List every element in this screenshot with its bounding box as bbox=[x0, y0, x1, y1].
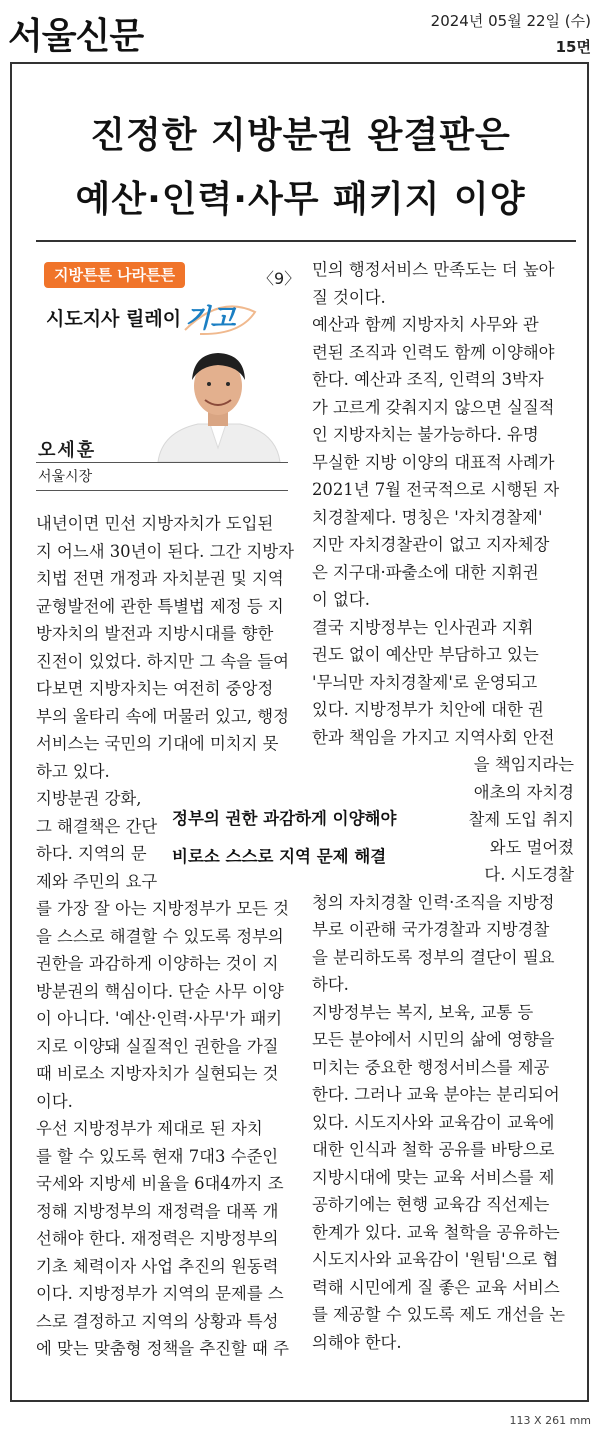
article-text-line: 시도지사와 교육감이 '원팀'으로 협 bbox=[312, 1250, 559, 1269]
series-badge: 지방튼튼 나라튼튼 bbox=[44, 262, 185, 288]
article-text-line: 다보면 지방자치는 여전히 중앙정 bbox=[36, 679, 274, 698]
article-text-line: 하다. 지역의 문 bbox=[36, 844, 147, 863]
article-text-line: 을 스스로 해결할 수 있도록 정부의 bbox=[36, 926, 284, 946]
article-text-line: 지방분권 강화, bbox=[36, 789, 142, 808]
article-text-line: 공하기에는 현행 교육감 직선제는 bbox=[312, 1195, 550, 1214]
headline bbox=[0, 104, 601, 232]
series-title-accent: 기고 bbox=[185, 304, 236, 334]
article-text-line: 결국 지방정부는 인사권과 지휘 bbox=[312, 617, 534, 637]
article-text-line: 미치는 중요한 행정서비스를 제공 bbox=[312, 1057, 550, 1077]
article-text-line: 지방시대에 맞는 교육 서비스를 제 bbox=[312, 1167, 555, 1187]
article-text-line: 제와 주민의 요구 bbox=[36, 871, 158, 891]
article-text-line: 무실한 지방 이양의 대표적 사례가 bbox=[312, 452, 555, 472]
newspaper-logo: 서울신문 bbox=[8, 16, 144, 57]
article-text-line: 을 분리하도록 정부의 결단이 필요 bbox=[312, 947, 555, 967]
article-text-line: 이다. 지방정부가 지역의 문제를 스 bbox=[36, 1284, 284, 1303]
article-text-line: 가 고르게 갖춰지지 않으면 실질적 bbox=[312, 397, 555, 417]
article-text-line: 은 지구대·파출소에 대한 지휘권 bbox=[312, 562, 539, 582]
article-text-line: 이다. bbox=[36, 1091, 73, 1111]
article-text-line: 그 해결책은 간단 bbox=[36, 816, 158, 836]
byline-divider-top bbox=[36, 462, 288, 463]
article-text-line: 부로 이관해 국가경찰과 지방경찰 bbox=[312, 920, 550, 939]
article-text-line: 한계가 있다. 교육 철학을 공유하는 bbox=[312, 1222, 560, 1242]
article-text-line: 때 비로소 지방자치가 실현되는 것 bbox=[36, 1064, 279, 1083]
article-text-line: 다. 시도경찰 bbox=[484, 865, 574, 884]
article-text-line: 련된 조직과 인력도 함께 이양해야 bbox=[312, 342, 555, 362]
article-text-line: 균형발전에 관한 특별법 제정 등 지 bbox=[36, 596, 284, 616]
headline-line-2: 예산·인력·사무 패키지 이양 bbox=[75, 179, 526, 220]
article-text-line: 부의 울타리 속에 머물러 있고, 행정 bbox=[36, 706, 289, 726]
article-text-line: 방자치의 발전과 지방시대를 향한 bbox=[36, 624, 274, 643]
article-text-line: 와도 멀어졌 bbox=[489, 837, 574, 857]
article-text-line: 한과 책임을 가지고 지역사회 안전 bbox=[312, 727, 555, 747]
article-text-line: 한다. 그러나 교육 분야는 분리되어 bbox=[312, 1085, 560, 1104]
article-text-line: 우선 지방정부가 제대로 된 자치 bbox=[36, 1119, 263, 1138]
article-text-line: 력해 시민에게 질 좋은 교육 서비스 bbox=[312, 1277, 560, 1297]
author-title: 서울시장 bbox=[38, 469, 93, 485]
article-text-line: 민의 행정서비스 만족도는 더 높아 bbox=[312, 260, 555, 279]
article-text-line: 찰제 도입 취지 bbox=[468, 810, 574, 829]
pull-quote bbox=[172, 800, 452, 876]
author-portrait bbox=[148, 340, 288, 462]
article-text-line: 애초의 자치경 bbox=[473, 782, 574, 802]
article-text-line: 있다. 지방정부가 치안에 대한 권 bbox=[312, 700, 544, 719]
article-text-line: 진전이 있었다. 하지만 그 속을 들여 bbox=[36, 651, 289, 671]
article-text-line: 를 가장 잘 아는 지방정부가 모든 것 bbox=[36, 899, 289, 918]
article-text-line: 한다. 예산과 조직, 인력의 3박자 bbox=[312, 370, 544, 389]
article-text-line: 예산과 함께 지방자치 사무와 관 bbox=[312, 315, 539, 334]
pull-quote-line-1: 정부의 권한 과감하게 이양해야 bbox=[172, 809, 397, 828]
article-text-line: 지방정부는 복지, 보육, 교통 등 bbox=[312, 1002, 534, 1022]
article-text-line: 청의 자치경찰 인력·조직을 지방정 bbox=[312, 892, 555, 912]
article-text-line: 권한을 과감하게 이양하는 것이 지 bbox=[36, 954, 279, 973]
article-text-line: 를 제공할 수 있도록 제도 개선을 논 bbox=[312, 1305, 565, 1324]
article-text-line: 이 없다. bbox=[312, 590, 370, 609]
article-text-line: 권도 없이 예산만 부담하고 있는 bbox=[312, 645, 539, 664]
series-title bbox=[46, 296, 235, 333]
article-text-line: 정해 지방정부의 재정력을 대폭 개 bbox=[36, 1201, 279, 1221]
series-number: 〈9〉 bbox=[258, 269, 301, 288]
article-text-line: '무늬만 자치경찰제'로 운영되고 bbox=[312, 672, 538, 692]
page-number: 15면 bbox=[555, 38, 591, 56]
article-text-line: 인 지방자치는 불가능하다. 유명 bbox=[312, 425, 539, 444]
article-text-line: 있다. 시도지사와 교육감이 교육에 bbox=[312, 1112, 555, 1132]
article-text-line: 의해야 한다. bbox=[312, 1332, 402, 1352]
article-text-line: 대한 인식과 철학 공유를 바탕으로 bbox=[312, 1140, 555, 1159]
article-text-line: 치법 전면 개정과 자치분권 및 지역 bbox=[36, 569, 284, 588]
article-text-line: 내년이면 민선 지방자치가 도입된 bbox=[36, 514, 274, 533]
article-text-line: 지 어느새 30년이 된다. 그간 지방자 bbox=[36, 541, 294, 561]
article-text-line: 을 책임지라는 bbox=[473, 755, 574, 774]
article-text-line: 선해야 한다. 재정력은 지방정부의 bbox=[36, 1229, 279, 1248]
article-text-line: 질 것이다. bbox=[312, 287, 386, 307]
publication-date: 2024년 05월 22일 (수) bbox=[430, 12, 591, 30]
article-text-line: 기초 체력이자 사업 추진의 원동력 bbox=[36, 1256, 279, 1276]
pull-quote-line-2: 비로소 스스로 지역 문제 해결 bbox=[172, 847, 387, 866]
headline-divider bbox=[36, 240, 576, 242]
series-title-text: 시도지사 릴레이 bbox=[46, 308, 182, 330]
article-size-note: 113 X 261 mm bbox=[509, 1414, 591, 1427]
article-text-line: 2021년 7월 전국적으로 시행된 자 bbox=[312, 480, 560, 499]
article-text-line: 서비스는 국민의 기대에 미치지 못 bbox=[36, 734, 279, 753]
headline-line-1: 진정한 지방분권 완결판은 bbox=[90, 115, 511, 156]
article-text-line: 지만 자치경찰관이 없고 지자체장 bbox=[312, 535, 550, 554]
author-name: 오세훈 bbox=[38, 440, 97, 461]
article-text-line: 치경찰제다. 명칭은 '자치경찰제' bbox=[312, 507, 543, 527]
article-text-line: 모든 분야에서 시민의 삶에 영향을 bbox=[312, 1030, 555, 1049]
article-body-left-column bbox=[36, 510, 296, 1363]
article-text-line: 하고 있다. bbox=[36, 761, 110, 781]
article-text-line: 이 아니다. '예산·인력·사무'가 패키 bbox=[36, 1009, 283, 1028]
article-text-line: 하다. bbox=[312, 975, 349, 994]
article-text-line: 국세와 지방세 비율을 6대4까지 조 bbox=[36, 1174, 284, 1193]
article-text-line: 스로 결정하고 지역의 상황과 특성 bbox=[36, 1311, 279, 1331]
article-text-line: 방분권의 핵심이다. 단순 사무 이양 bbox=[36, 981, 284, 1001]
article-text-line: 에 맞는 맞춤형 정책을 추진할 때 주 bbox=[36, 1339, 289, 1358]
article-text-line: 를 할 수 있도록 현재 7대3 수준인 bbox=[36, 1146, 279, 1166]
article-text-line: 지로 이양돼 실질적인 권한을 가질 bbox=[36, 1036, 279, 1056]
byline-divider-bottom bbox=[36, 490, 288, 491]
